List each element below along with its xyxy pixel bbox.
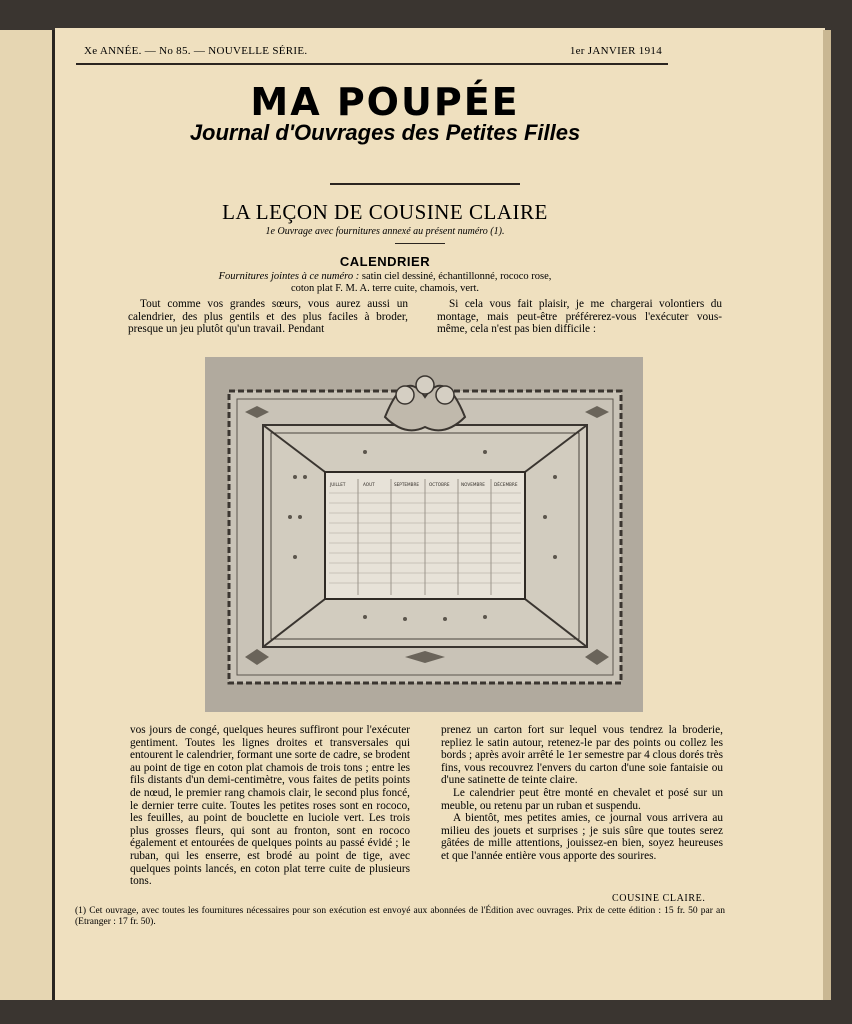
masthead-subtitle: Journal d'Ouvrages des Petites Filles: [189, 120, 581, 145]
supplies-text: satin ciel dessiné, échantillonné, rococo rose,: [361, 271, 552, 282]
calendar-illustration: [205, 357, 643, 712]
section-heading: CALENDRIER: [339, 254, 431, 269]
month-label: SEPTEMBRE: [394, 482, 420, 487]
article-subtitle: 1e Ouvrage avec fournitures annexé au présent numéro (1).: [265, 226, 505, 237]
running-header: [76, 39, 668, 65]
paragraph: A bientôt, mes petites amies, ce journal vous arrivera au milieu des jouets et surprises ; je suis sûre que toutes serez gâtées de mille attentions, jouissez-en bien, soyez heureuses et que l'année entière vous apporte des sourires.: [441, 812, 723, 862]
supplies-line2: coton plat F. M. A. terre cuite, chamois, vert.: [290, 283, 480, 294]
ornament-rule: [330, 183, 520, 185]
month-label: AOUT: [363, 482, 375, 487]
supplies-list: [75, 271, 695, 295]
left-page-edge: [0, 30, 55, 1000]
body-right-column: [441, 724, 723, 863]
footnote: (1) Cet ouvrage, avec toutes les fournitures nécessaires pour son exécution est envoyé aux abonnées de l'Édition avec ouvrages. Prix de cette édition : 15 fr. 50 par an (Etranger : 17 fr. 50).: [75, 906, 725, 927]
article-title: LA LEÇON DE COUSINE CLAIRE: [222, 200, 548, 224]
issue-info: Xe ANNÉE. — No 85. — NOUVELLE SÉRIE.: [84, 45, 308, 57]
intro-right: Si cela vous fait plaisir, je me chargerai volontiers du montage, mais peut-être préférerez-vous l'exécuter vous-même, cela n'est pas bien difficile :: [437, 298, 722, 336]
intro-left: Tout comme vos grandes sœurs, vous aurez aussi un calendrier, des plus gentils et des plus faciles à broder, presque un jeu plutôt qu'un travail. Pendant: [128, 298, 408, 336]
paragraph: Le calendrier peut être monté en chevalet et posé sur un meuble, ou retenu par un ruban et suspendu.: [441, 786, 723, 812]
month-label: OCTOBRE: [429, 482, 450, 487]
masthead-title: MA POUPÉE: [250, 80, 520, 124]
paragraph: prenez un carton fort sur lequel vous tendrez la broderie, repliez le satin autour, retenez-le par des points ou collez les bords ; après avoir arrêté le 1er semestre par 4 clous dorés très fins, vous recouvrez l'envers du carton d'une soie fantaisie ou d'une satinette de teinte claire.: [441, 724, 723, 787]
issue-date: 1er JANVIER 1914: [569, 45, 662, 57]
right-page-edge: [823, 30, 831, 1000]
month-label: JUILLET: [330, 482, 346, 487]
embroidered-calendar-photo: [205, 357, 643, 712]
supplies-label: Fournitures jointes à ce numéro :: [218, 271, 360, 282]
signature: COUSINE CLAIRE.: [612, 893, 706, 904]
body-left-column: vos jours de congé, quelques heures suffiront pour l'exécuter gentiment. Toutes les lignes droites et transversales qui entourent le calendrier, formant une sorte de cadre, se brodent au point de tige en coton plat chamois de trois tons ; entre les fils distants d'un demi-centimètre, vous faites de petits points de nœud, le premier rang chamois clair, le second plus foncé, le dernier terre cuite. Toutes les petites roses sont en rococo, les feuilles, au point de bouclette en luciole vert. Les trois plus grosses fleurs, qui sont au fronton, sont en rococo également et entourées de quelques points au passé évidé ; le ruban, qui les enserre, est brodé au point de tige, avec quelques points lancés, en coton plat terre cuite de plusieurs tons.: [130, 724, 410, 888]
month-label: NOVEMBRE: [461, 482, 485, 487]
ornament-rule-small: [395, 243, 445, 244]
month-label: DÉCEMBRE: [494, 482, 518, 487]
